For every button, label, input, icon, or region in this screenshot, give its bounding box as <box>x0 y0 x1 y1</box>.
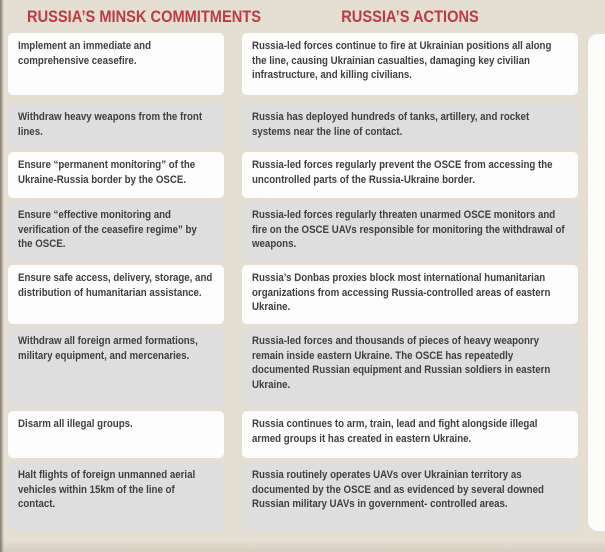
action-text: Russia has deployed hundreds of tanks, artillery, and rocket systems near the line of contact. <box>252 111 530 138</box>
action-cell <box>242 328 578 407</box>
table-row <box>0 33 605 95</box>
table-row <box>0 265 605 324</box>
action-text: Russia-led forces regularly threaten unarmed OSCE monitors and fire on the OSCE UAVs responsible for monitoring the withdrawal of weapons. <box>252 209 565 250</box>
commitment-cell <box>8 152 224 198</box>
column-header-commitments <box>8 6 261 28</box>
action-cell <box>242 202 578 261</box>
table-row <box>0 462 605 531</box>
commitment-cell <box>8 33 224 95</box>
column-header-actions <box>242 6 578 28</box>
commitment-cell <box>8 411 224 458</box>
action-cell <box>242 462 578 531</box>
column-header-commitments-label: RUSSIA’S MINSK COMMITMENTS <box>27 7 261 26</box>
commitment-cell <box>8 462 224 531</box>
commitment-text: Withdraw heavy weapons from the front lines. <box>18 111 203 138</box>
action-text: Russia’s Donbas proxies block most international humanitarian organizations from accessing Russia-controlled areas of eastern Ukraine. <box>252 272 551 313</box>
table-row <box>0 152 605 198</box>
table-row <box>0 202 605 261</box>
action-text: Russia-led forces continue to fire at Ukrainian positions all along the line, causing Ukrainian casualties, damaging key civilian infrastructure, and killing civilians. <box>252 40 552 81</box>
action-cell <box>242 265 578 324</box>
comparison-table <box>0 33 605 535</box>
table-row <box>0 411 605 458</box>
action-cell <box>242 33 578 95</box>
commitment-cell <box>8 265 224 324</box>
commitment-text: Implement an immediate and comprehensive ceasefire. <box>18 40 152 67</box>
bottom-edge-shadow <box>0 540 605 552</box>
table-row <box>0 328 605 407</box>
commitment-text: Ensure “effective monitoring and verification of the ceasefire regime” by the OSCE. <box>18 209 197 250</box>
column-header-actions-label: RUSSIA’S ACTIONS <box>341 7 479 26</box>
action-text: Russia continues to arm, train, lead and fight alongside illegal armed groups it has created in eastern Ukraine. <box>252 418 538 445</box>
commitment-text: Withdraw all foreign armed formations, military equipment, and mercenaries. <box>18 335 198 362</box>
commitment-text: Halt flights of foreign unmanned aerial vehicles within 15km of the line of contact. <box>18 469 196 510</box>
commitment-cell <box>8 328 224 407</box>
left-edge-shadow <box>0 0 4 552</box>
action-cell <box>242 104 578 148</box>
action-text: Russia-led forces regularly prevent the OSCE from accessing the uncontrolled parts of the Russia-Ukraine border. <box>252 159 553 186</box>
commitment-cell <box>8 104 224 148</box>
column-headers <box>0 0 605 33</box>
commitment-text: Ensure “permanent monitoring” of the Ukraine-Russia border by the OSCE. <box>18 159 196 186</box>
action-cell <box>242 152 578 198</box>
commitment-text: Disarm all illegal groups. <box>18 418 133 430</box>
action-text: Russia routinely operates UAVs over Ukrainian territory as documented by the OSCE and as evidenced by several downed Russian military UAVs in government- controlled areas. <box>252 469 544 510</box>
commitment-text: Ensure safe access, delivery, storage, and distribution of humanitarian assistance. <box>18 272 213 299</box>
action-text: Russia-led forces and thousands of pieces of heavy weaponry remain inside eastern Ukraine. The OSCE has repeatedly documented Russian equipment and Russian soldiers in eastern Ukraine. <box>252 335 551 391</box>
action-cell <box>242 411 578 458</box>
table-row <box>0 104 605 148</box>
commitment-cell <box>8 202 224 261</box>
